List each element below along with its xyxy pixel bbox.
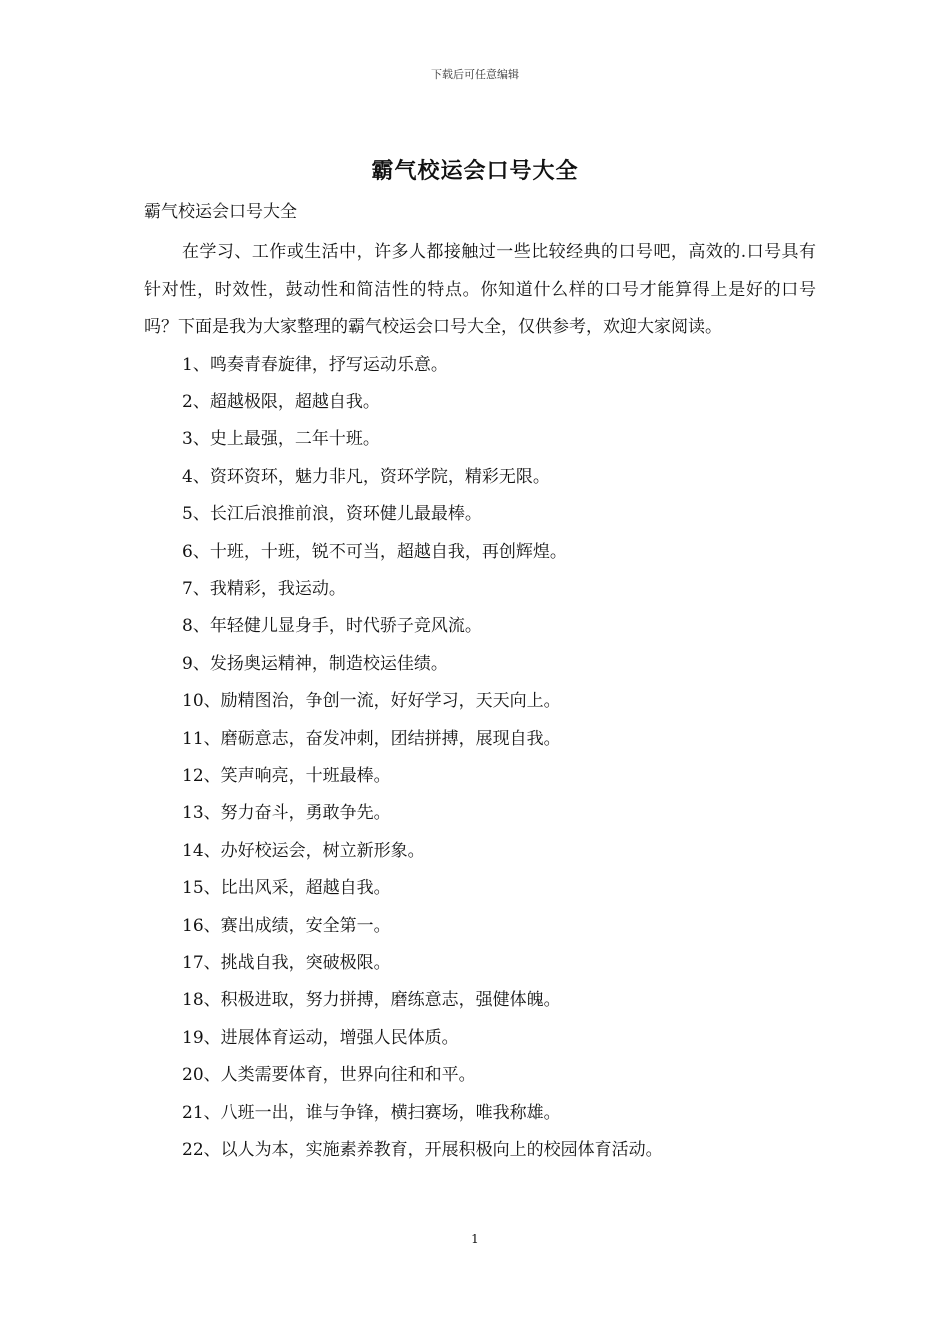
intro-paragraph: 在学习、工作或生活中，许多人都接触过一些比较经典的口号吧，高效的.口号具有针对性，时效性，鼓动性和简洁性的特点。你知道什么样的口号才能算得上是好的口号吗？下面是我为大家整理的霸气校运会口号大全，仅供参考，欢迎大家阅读。 — [144, 242, 816, 337]
slogan-item: 22、以人为本，实施素养教育，开展积极向上的校园体育活动。 — [182, 1140, 663, 1161]
slogan-item: 18、积极进取，努力拼搏，磨练意志，强健体魄。 — [182, 990, 561, 1011]
slogan-list — [144, 347, 816, 1170]
slogan-item: 4、资环资环，魅力非凡，资环学院，精彩无限。 — [182, 466, 550, 487]
slogan-item: 1、鸣奏青春旋律，抒写运动乐意。 — [182, 354, 448, 375]
slogan-item: 7、我精彩，我运动。 — [182, 578, 346, 599]
page-number: 1 — [471, 1232, 479, 1246]
slogan-item: 10、励精图治，争创一流，好好学习，天天向上。 — [182, 691, 561, 712]
document-title: 霸气校运会口号大全 — [371, 158, 579, 184]
document-body — [144, 197, 816, 1169]
slogan-item: 9、发扬奥运精神，制造校运佳绩。 — [182, 653, 448, 674]
slogan-item: 19、进展体育运动，增强人民体质。 — [182, 1027, 459, 1048]
slogan-item: 2、超越极限，超越自我。 — [182, 391, 380, 412]
slogan-item: 5、长江后浪推前浪，资环健儿最最棒。 — [182, 504, 482, 525]
slogan-item: 11、磨砺意志，奋发冲刺，团结拼搏，展现自我。 — [182, 728, 561, 749]
slogan-item: 3、史上最强，二年十班。 — [182, 429, 380, 450]
slogan-item: 15、比出风采，超越自我。 — [182, 878, 391, 899]
slogan-item: 6、十班，十班，锐不可当，超越自我，再创辉煌。 — [182, 541, 567, 562]
slogan-item: 13、努力奋斗，勇敢争先。 — [182, 803, 391, 824]
slogan-item: 20、人类需要体育，世界向往和和平。 — [182, 1065, 476, 1086]
document-subtitle: 霸气校运会口号大全 — [144, 202, 297, 222]
slogan-item: 21、八班一出，谁与争锋，横扫赛场，唯我称雄。 — [182, 1102, 561, 1123]
header-note: 下载后可任意编辑 — [431, 68, 519, 81]
slogan-item: 16、赛出成绩，安全第一。 — [182, 915, 391, 936]
slogan-item: 12、笑声响亮，十班最棒。 — [182, 765, 391, 786]
slogan-item: 17、挑战自我，突破极限。 — [182, 953, 391, 973]
slogan-item: 14、办好校运会，树立新形象。 — [182, 840, 425, 861]
slogan-item: 8、年轻健儿显身手，时代骄子竞风流。 — [182, 616, 482, 637]
